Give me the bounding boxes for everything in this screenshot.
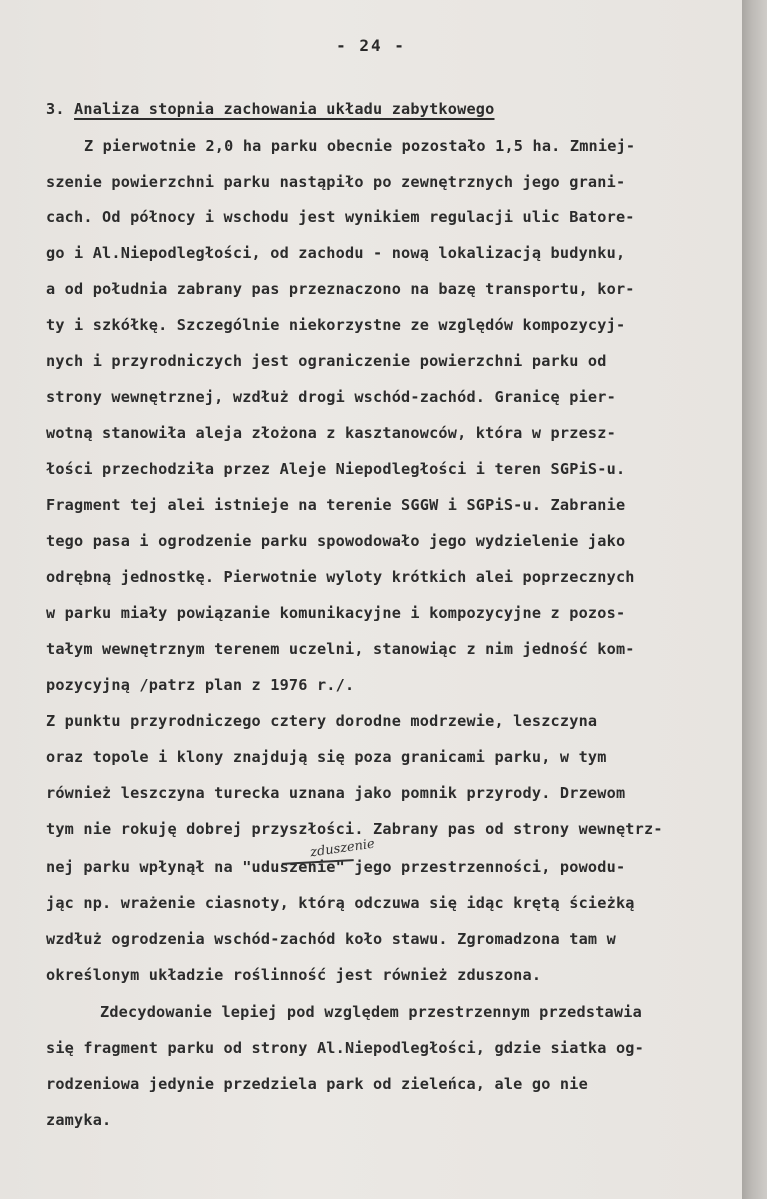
section-heading-number: 3. — [46, 100, 75, 118]
paragraph-line: wotną stanowiła aleja złożona z kasztanowców, która w przesz- — [46, 424, 616, 442]
paragraph-line: Z pierwotnie 2,0 ha parku obecnie pozostało 1,5 ha. Zmniej- — [84, 137, 636, 155]
paragraph-line: nych i przyrodniczych jest ograniczenie powierzchni parku od — [46, 352, 607, 370]
page-number: - 24 - — [336, 36, 406, 55]
paragraph-line: Fragment tej alei istnieje na terenie SGGW i SGPiS-u. Zabranie — [46, 496, 626, 514]
paragraph-line: odrębną jednostkę. Pierwotnie wyloty krótkich alei poprzecznych — [46, 568, 635, 586]
handwritten-correction: zduszenie — [309, 836, 376, 861]
paragraph-line: Zdecydowanie lepiej pod względem przestrzennym przedstawia — [100, 1003, 642, 1021]
paragraph-line: tym nie rokuję dobrej przyszłości. Zabrany pas od strony wewnętrz- — [46, 820, 663, 838]
paragraph-line: również leszczyna turecka uznana jako pomnik przyrody. Drzewom — [46, 784, 626, 802]
paragraph-line: się fragment parku od strony Al.Niepodległości, gdzie siatka og- — [46, 1039, 644, 1057]
paragraph-line: w parku miały powiązanie komunikacyjne i kompozycyjne z pozos- — [46, 604, 626, 622]
paragraph-line: zamyka. — [46, 1111, 112, 1129]
paragraph-line: wzdłuż ogrodzenia wschód-zachód koło stawu. Zgromadzona tam w — [46, 930, 616, 948]
paragraph-line: łości przechodziła przez Aleje Niepodległości i teren SGPiS-u. — [46, 460, 626, 478]
paragraph-line: go i Al.Niepodległości, od zachodu - nową lokalizacją budynku, — [46, 244, 626, 262]
paragraph-line: szenie powierzchni parku nastąpiło po zewnętrznych jego grani- — [46, 173, 626, 191]
paragraph-line: cach. Od północy i wschodu jest wynikiem regulacji ulic Batore- — [46, 208, 635, 226]
adjacent-page-edge — [742, 0, 767, 1199]
paragraph-line: tałym wewnętrznym terenem uczelni, stanowiąc z nim jedność kom- — [46, 640, 635, 658]
paragraph-line: oraz topole i klony znajdują się poza granicami parku, w tym — [46, 748, 607, 766]
section-heading-title: Analiza stopnia zachowania układu zabytkowego — [74, 100, 495, 118]
paragraph-line: strony wewnętrznej, wzdłuż drogi wschód-zachód. Granicę pier- — [46, 388, 616, 406]
paragraph-line: tego pasa i ogrodzenie parku spowodowało jego wydzielenie jako — [46, 532, 626, 550]
paragraph-line: pozycyjną /patrz plan z 1976 r./. — [46, 676, 355, 694]
paragraph-line: określonym układzie roślinność jest również zduszona. — [46, 966, 542, 984]
paragraph-line: Z punktu przyrodniczego cztery dorodne modrzewie, leszczyna — [46, 712, 598, 730]
paragraph-line: rodzeniowa jedynie przedziela park od zieleńca, ale go nie — [46, 1075, 588, 1093]
section-heading — [46, 100, 495, 118]
paragraph-line: a od południa zabrany pas przeznaczono na bazę transportu, kor- — [46, 280, 635, 298]
paragraph-line: nej parku wpłynął na "uduszenie" jego przestrzenności, powodu- — [46, 858, 626, 876]
paragraph-line: jąc np. wrażenie ciasnoty, którą odczuwa się idąc krętą ścieżką — [46, 894, 635, 912]
paragraph-line: ty i szkółkę. Szczególnie niekorzystne ze względów kompozycyj- — [46, 316, 626, 334]
